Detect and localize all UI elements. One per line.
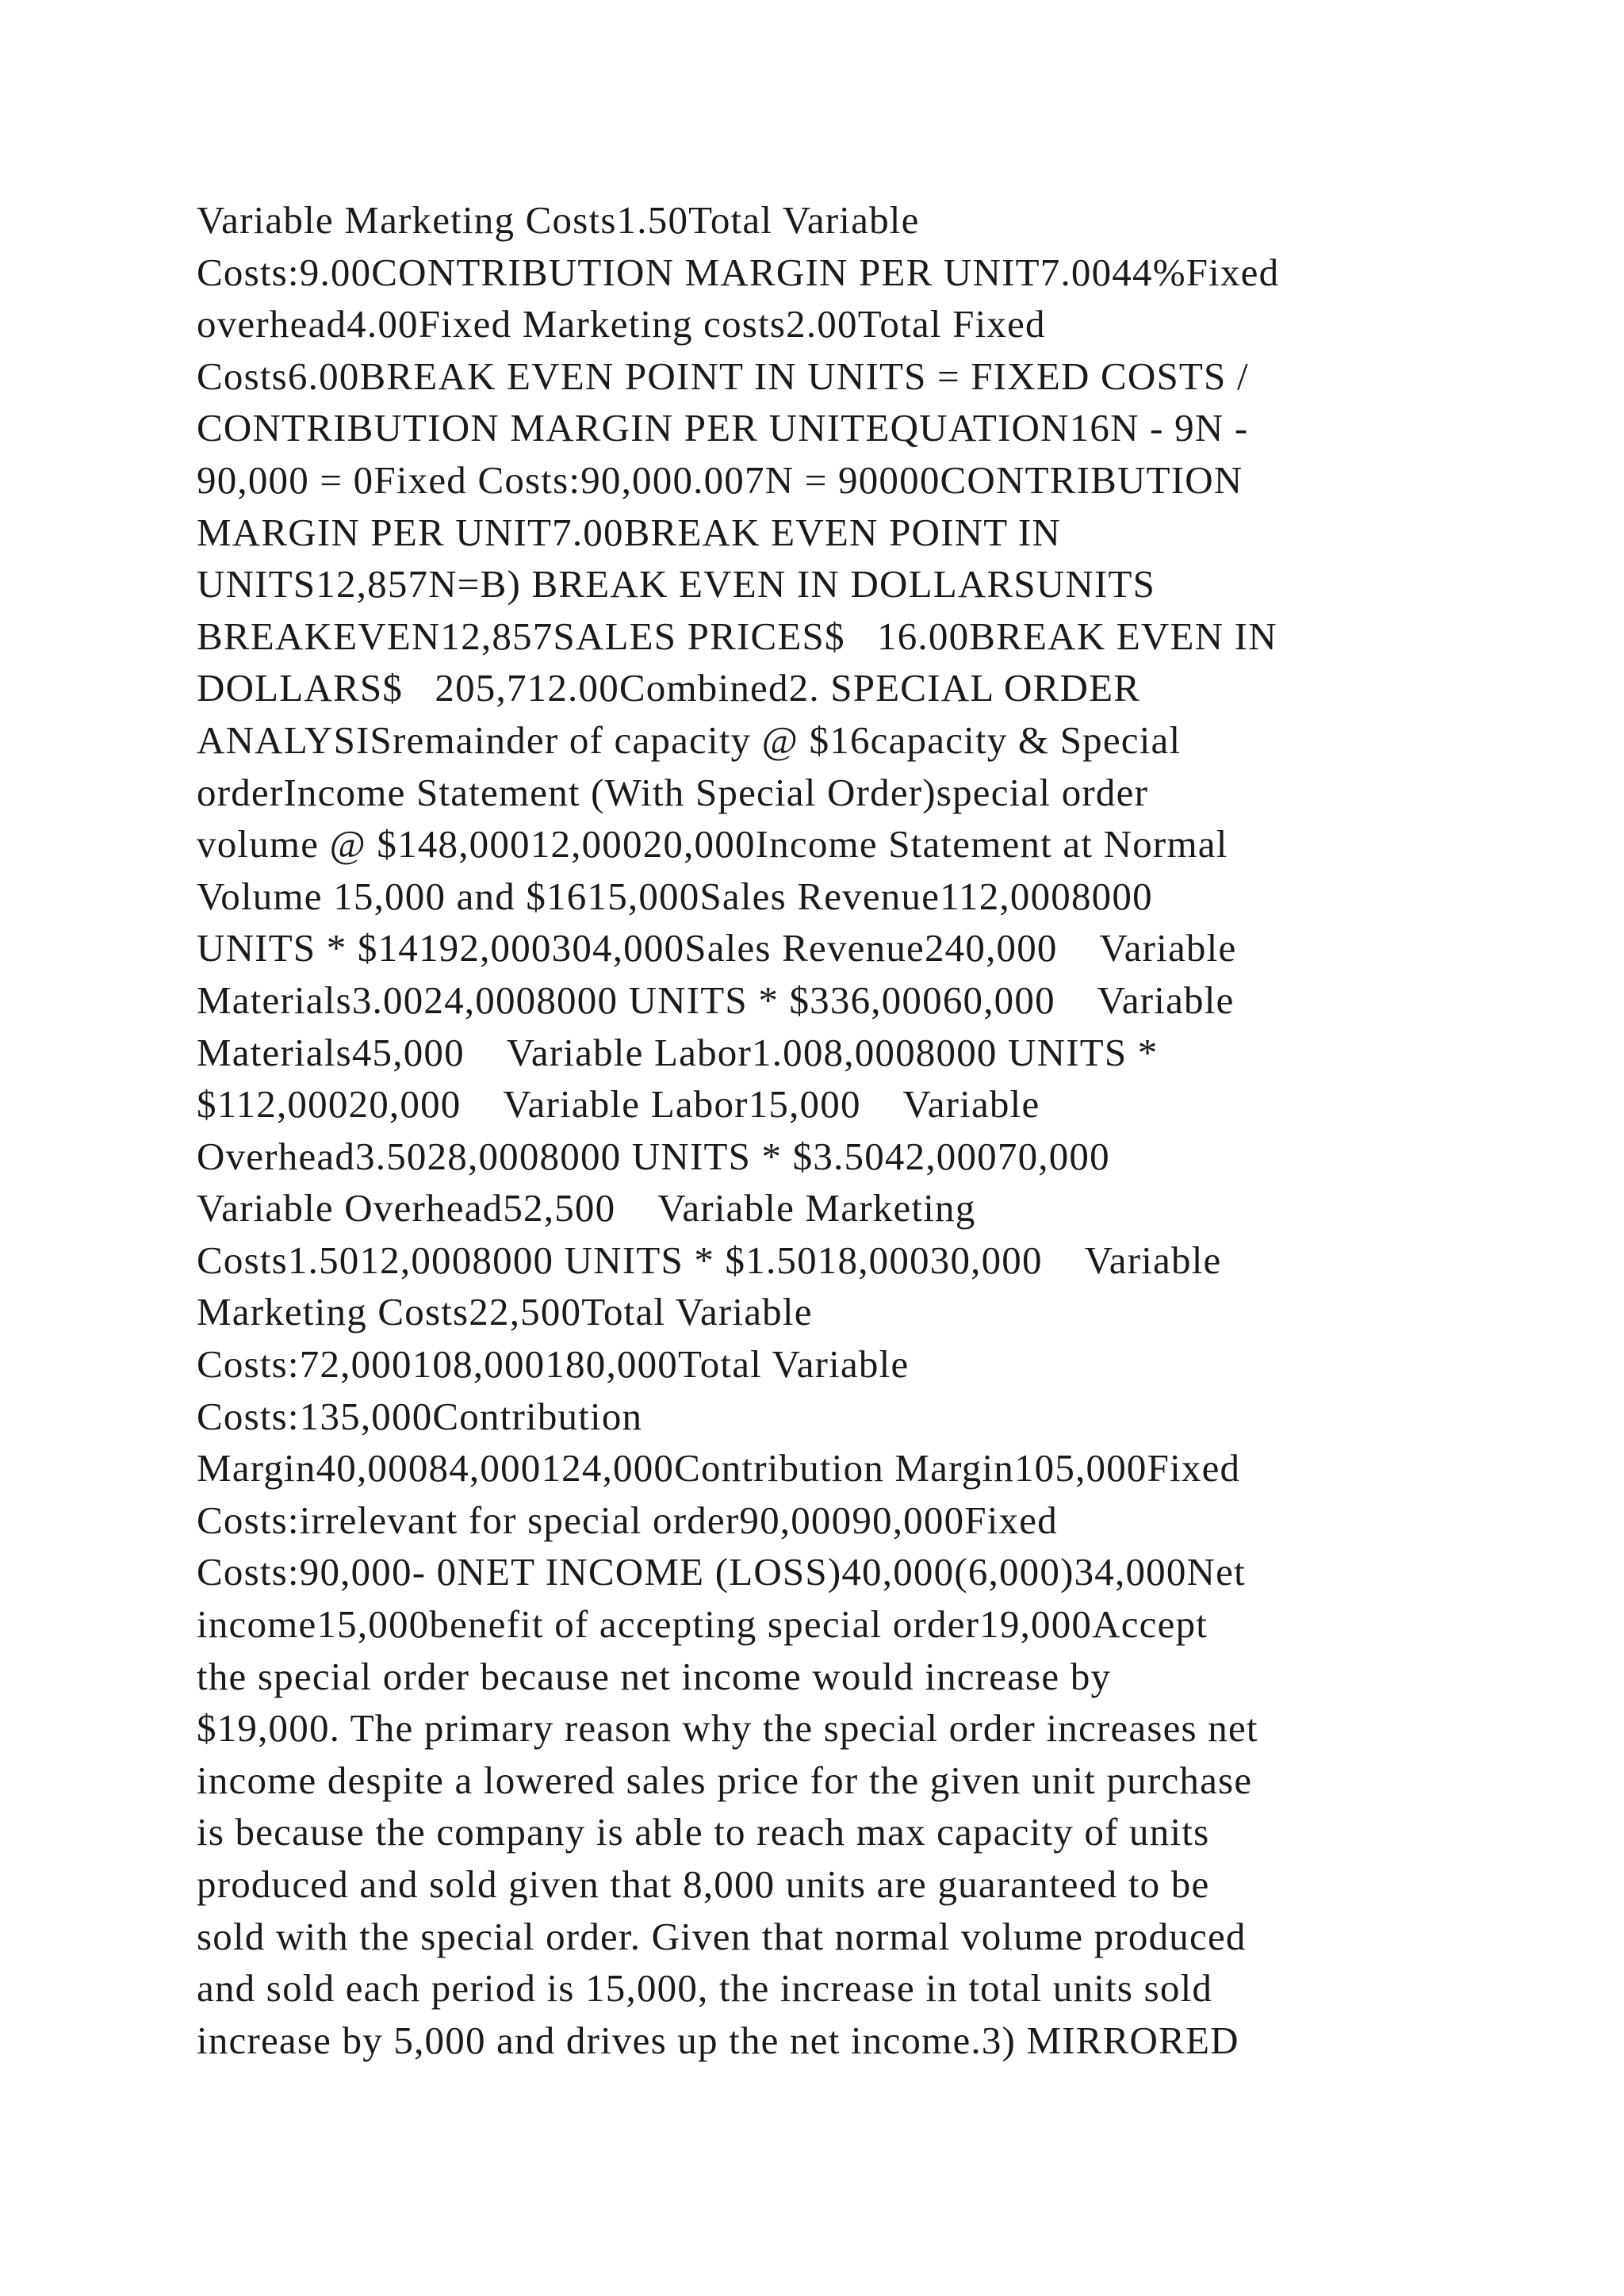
text-line: Costs:irrelevant for special order90,00090,000Fixed bbox=[197, 1498, 1058, 1542]
text-line: $19,000. The primary reason why the special order increases net bbox=[197, 1706, 1258, 1751]
text-line: Materials45,000 Variable Labor1.008,0008000 UNITS * bbox=[197, 1030, 1159, 1074]
text-line: CONTRIBUTION MARGIN PER UNITEQUATION16N - 9N - bbox=[197, 406, 1249, 450]
text-line: $112,00020,000 Variable Labor15,000 Variable bbox=[197, 1082, 1040, 1127]
text-line: Costs1.5012,0008000 UNITS * $1.5018,00030,000 Variable bbox=[197, 1238, 1222, 1282]
text-line: BREAKEVEN12,857SALES PRICES$ 16.00BREAK EVEN IN bbox=[197, 614, 1277, 658]
text-line: the special order because net income would increase by bbox=[197, 1654, 1112, 1698]
text-line: produced and sold given that 8,000 units are guaranteed to be bbox=[197, 1862, 1210, 1906]
text-line: increase by 5,000 and drives up the net income.3) MIRRORED bbox=[197, 2018, 1239, 2062]
text-line: orderIncome Statement (With Special Order)special order bbox=[197, 770, 1149, 814]
text-line: 90,000 = 0Fixed Costs:90,000.007N = 90000CONTRIBUTION bbox=[197, 457, 1243, 502]
text-line: Variable Marketing Costs1.50Total Variable bbox=[197, 198, 920, 242]
text-line: Volume 15,000 and $1615,000Sales Revenue112,0008000 bbox=[197, 874, 1153, 918]
text-line: Materials3.0024,0008000 UNITS * $336,00060,000 Variable bbox=[197, 978, 1235, 1022]
text-line: Costs:9.00CONTRIBUTION MARGIN PER UNIT7.0044%Fixed bbox=[197, 250, 1280, 294]
text-line: overhead4.00Fixed Marketing costs2.00Total Fixed bbox=[197, 302, 1046, 346]
text-line: DOLLARS$ 205,712.00Combined2. SPECIAL ORDER bbox=[197, 666, 1141, 710]
text-line: sold with the special order. Given that normal volume produced bbox=[197, 1914, 1247, 1958]
text-line: Costs:135,000Contribution bbox=[197, 1394, 643, 1438]
text-line: Margin40,00084,000124,000Contribution Margin105,000Fixed bbox=[197, 1446, 1241, 1490]
text-line: is because the company is able to reach max capacity of units bbox=[197, 1810, 1210, 1854]
text-line: MARGIN PER UNIT7.00BREAK EVEN POINT IN bbox=[197, 510, 1062, 554]
text-line: Variable Overhead52,500 Variable Marketing bbox=[197, 1186, 976, 1230]
text-line: Overhead3.5028,0008000 UNITS * $3.5042,00070,000 bbox=[197, 1134, 1110, 1178]
document-text bbox=[197, 194, 1450, 2066]
text-line: UNITS * $14192,000304,000Sales Revenue240,000 Variable bbox=[197, 926, 1237, 970]
text-line: Costs:90,000- 0NET INCOME (LOSS)40,000(6,000)34,000Net bbox=[197, 1550, 1246, 1594]
text-line: Costs:72,000108,000180,000Total Variable bbox=[197, 1342, 910, 1387]
text-line: Costs6.00BREAK EVEN POINT IN UNITS = FIXED COSTS / bbox=[197, 354, 1249, 398]
text-line: UNITS12,857N=B) BREAK EVEN IN DOLLARSUNITS bbox=[197, 562, 1156, 607]
text-line: Marketing Costs22,500Total Variable bbox=[197, 1290, 813, 1334]
text-line: volume @ $148,00012,00020,000Income Statement at Normal bbox=[197, 822, 1228, 867]
text-line: income despite a lowered sales price for the given unit purchase bbox=[197, 1758, 1253, 1802]
text-line: and sold each period is 15,000, the increase in total units sold bbox=[197, 1966, 1213, 2011]
text-line: ANALYSISremainder of capacity @ $16capacity & Special bbox=[197, 718, 1182, 762]
text-line: income15,000benefit of accepting special order19,000Accept bbox=[197, 1602, 1208, 1647]
